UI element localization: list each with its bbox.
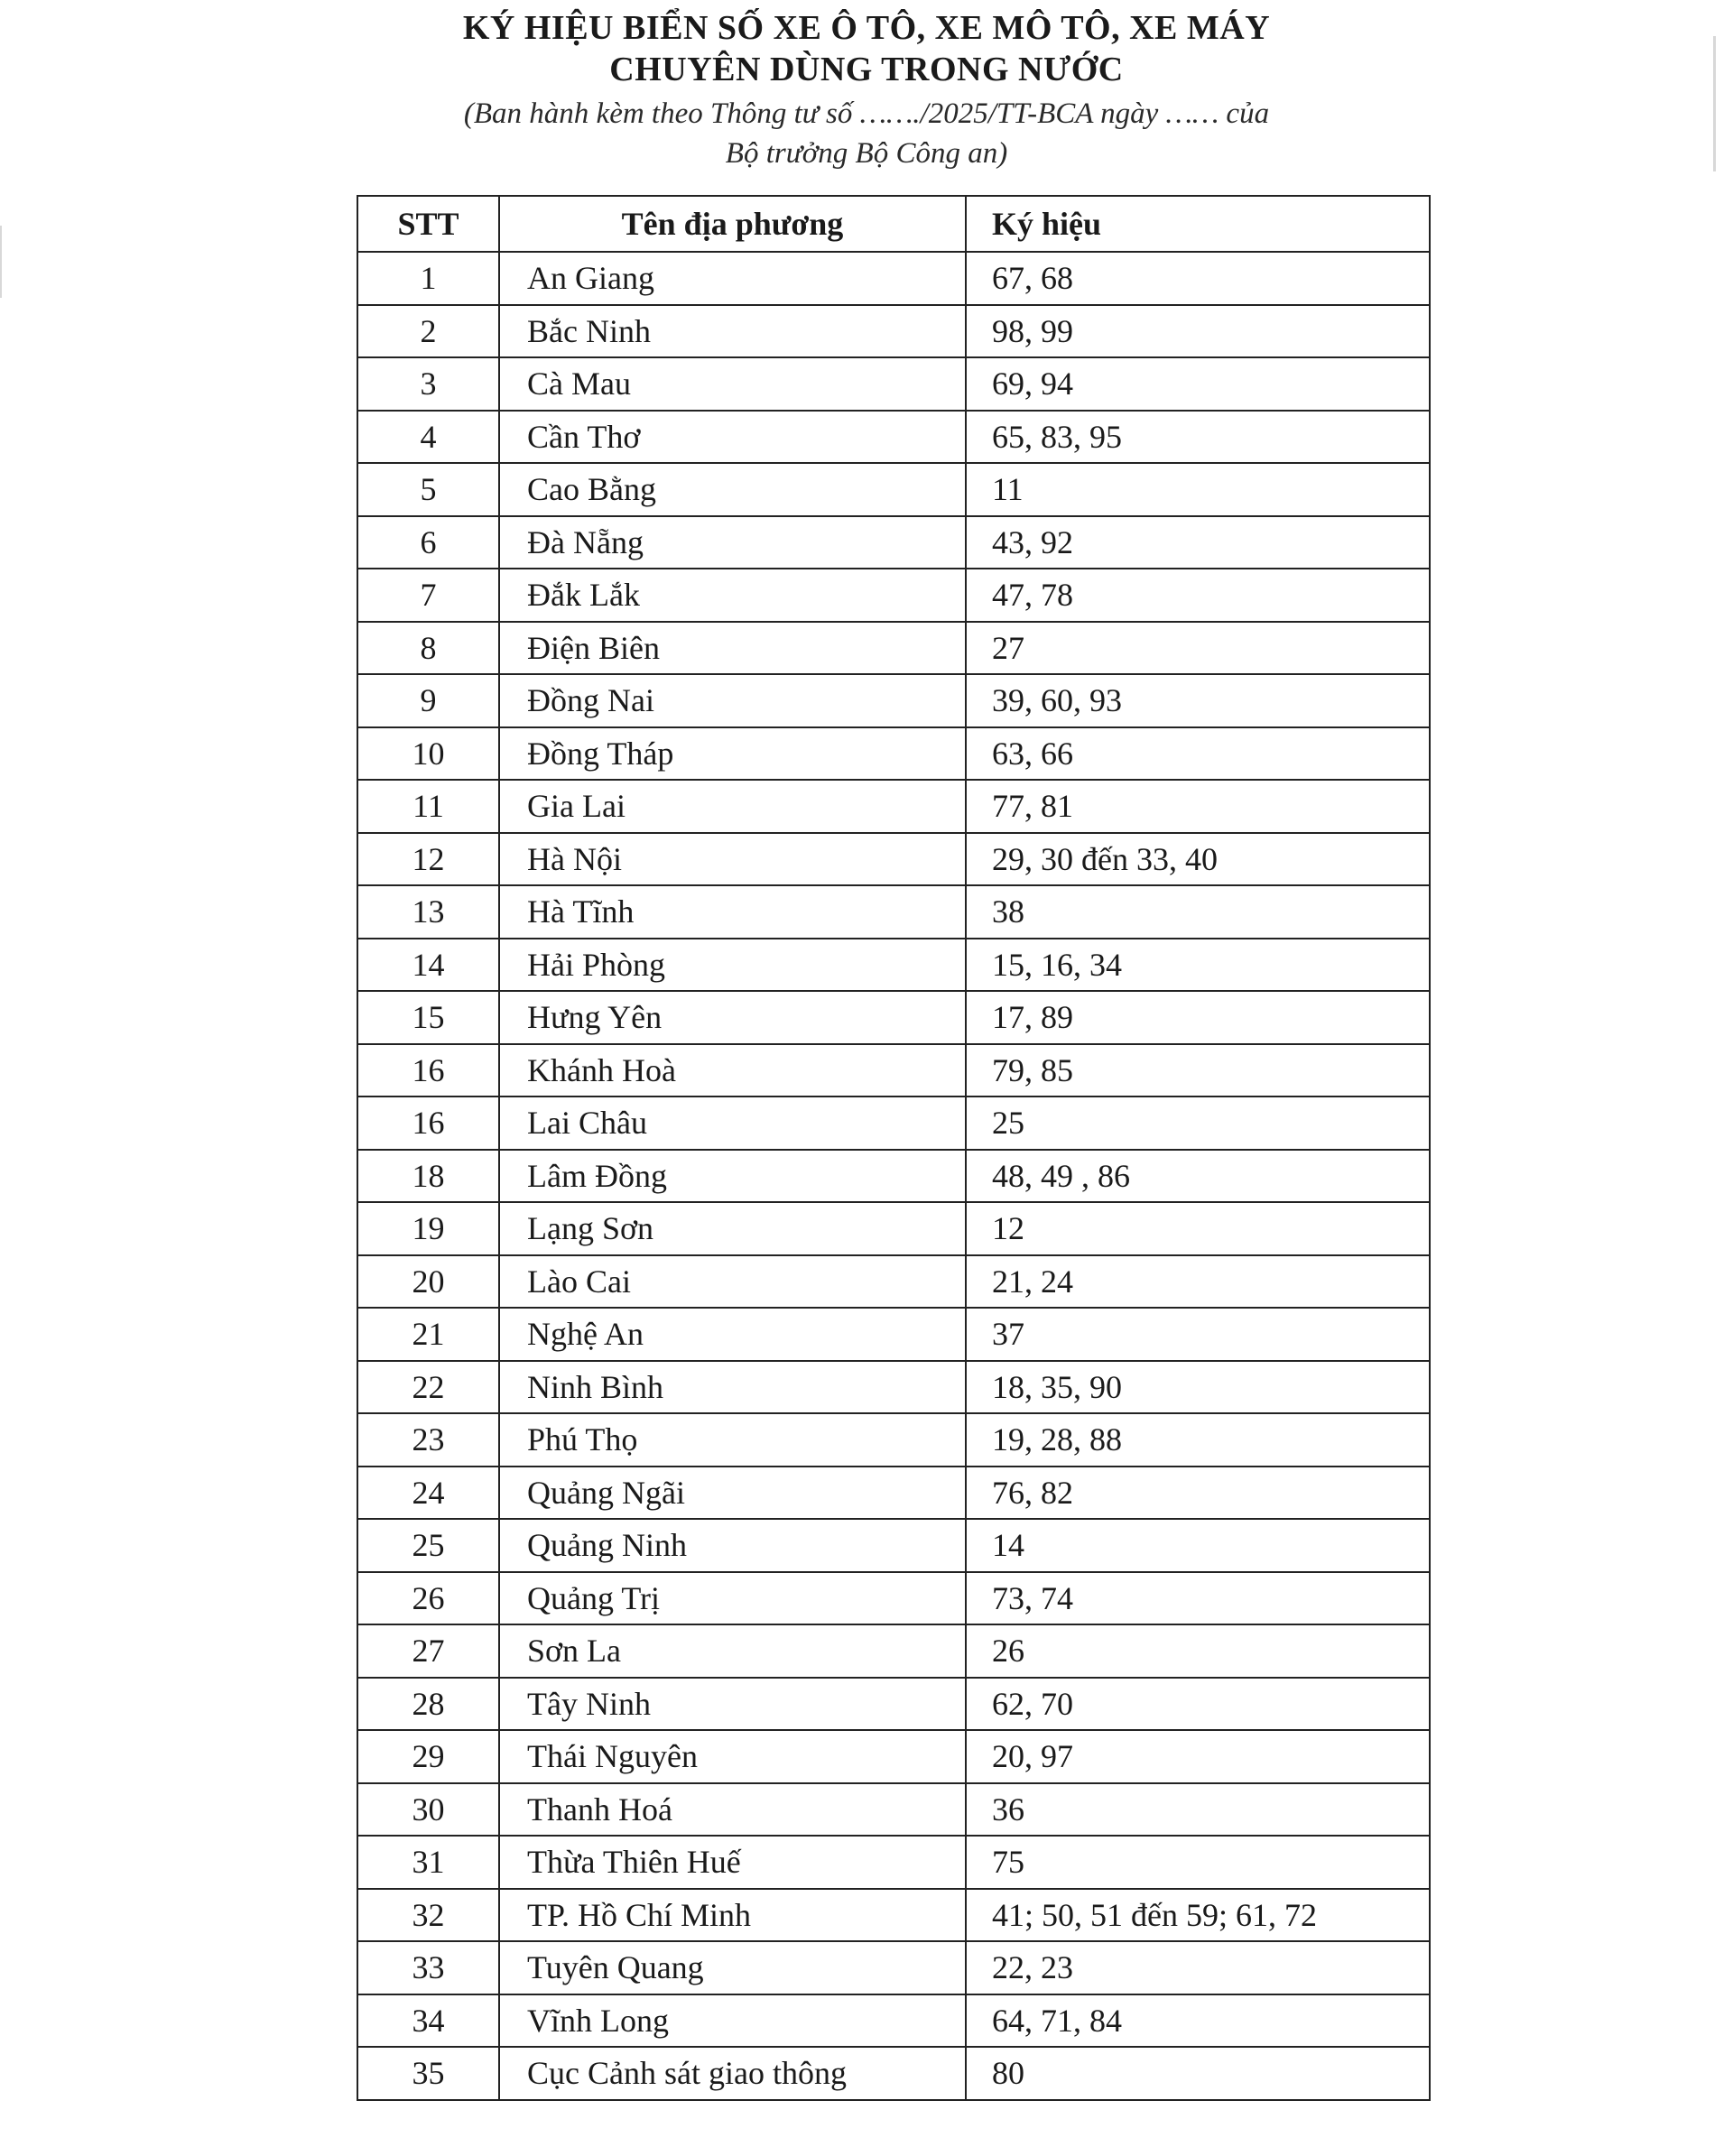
- table-row: [357, 1994, 1430, 2048]
- row-locality-name-cell: Quảng Ngãi: [499, 1467, 966, 1520]
- table-row: [357, 1889, 1430, 1942]
- row-stt-cell: 34: [357, 1994, 499, 2048]
- row-plate-code-cell: 12: [966, 1202, 1430, 1255]
- row-stt-cell: 3: [357, 357, 499, 411]
- table-row: [357, 1097, 1430, 1150]
- row-plate-code-cell: 47, 78: [966, 569, 1430, 622]
- row-locality-name-cell: Hải Phòng: [499, 939, 966, 992]
- header-stt: STT: [357, 196, 499, 252]
- row-plate-code-cell: 25: [966, 1097, 1430, 1150]
- document-title-line-1: KÝ HIỆU BIỂN SỐ XE Ô TÔ, XE MÔ TÔ, XE MÁY: [462, 9, 1271, 47]
- document-subtitle-line-1: (Ban hành kèm theo Thông tư số ……./2025/TT-BCA ngày …… của: [463, 97, 1270, 130]
- row-locality-name-cell: Quảng Ninh: [499, 1519, 966, 1572]
- table-row: [357, 1730, 1430, 1783]
- table-row: [357, 1308, 1430, 1361]
- table-row: [357, 939, 1430, 992]
- row-plate-code-cell: 65, 83, 95: [966, 411, 1430, 464]
- row-plate-code-cell: 80: [966, 2047, 1430, 2100]
- row-locality-name-cell: Lâm Đồng: [499, 1150, 966, 1203]
- table-row: [357, 1783, 1430, 1837]
- row-stt-cell: 12: [357, 833, 499, 886]
- table-row: [357, 1150, 1430, 1203]
- header-locality-name: Tên địa phương: [499, 196, 966, 252]
- row-locality-name-cell: Thái Nguyên: [499, 1730, 966, 1783]
- table-header-row: [357, 196, 1430, 252]
- document-subtitle-line-2: Bộ trưởng Bộ Công an): [725, 137, 1008, 170]
- row-stt-cell: 22: [357, 1361, 499, 1414]
- row-stt-cell: 19: [357, 1202, 499, 1255]
- row-stt-cell: 15: [357, 991, 499, 1044]
- row-plate-code-cell: 21, 24: [966, 1255, 1430, 1309]
- table-row: [357, 357, 1430, 411]
- row-plate-code-cell: 37: [966, 1308, 1430, 1361]
- header-plate-code: Ký hiệu: [966, 196, 1430, 252]
- row-plate-code-cell: 27: [966, 622, 1430, 675]
- row-plate-code-cell: 75: [966, 1836, 1430, 1889]
- row-stt-cell: 16: [357, 1044, 499, 1097]
- row-stt-cell: 31: [357, 1836, 499, 1889]
- row-plate-code-cell: 48, 49 , 86: [966, 1150, 1430, 1203]
- row-locality-name-cell: Ninh Bình: [499, 1361, 966, 1414]
- row-locality-name-cell: Tây Ninh: [499, 1678, 966, 1731]
- row-stt-cell: 7: [357, 569, 499, 622]
- license-plate-table: [357, 195, 1431, 2101]
- row-locality-name-cell: Cần Thơ: [499, 411, 966, 464]
- row-plate-code-cell: 73, 74: [966, 1572, 1430, 1625]
- row-stt-cell: 29: [357, 1730, 499, 1783]
- row-locality-name-cell: Nghệ An: [499, 1308, 966, 1361]
- row-locality-name-cell: Hưng Yên: [499, 991, 966, 1044]
- row-plate-code-cell: 79, 85: [966, 1044, 1430, 1097]
- row-plate-code-cell: 43, 92: [966, 516, 1430, 569]
- row-locality-name-cell: Đồng Tháp: [499, 727, 966, 781]
- row-plate-code-cell: 41; 50, 51 đến 59; 61, 72: [966, 1889, 1430, 1942]
- row-locality-name-cell: Vĩnh Long: [499, 1994, 966, 2048]
- row-locality-name-cell: Cà Mau: [499, 357, 966, 411]
- row-stt-cell: 24: [357, 1467, 499, 1520]
- row-plate-code-cell: 20, 97: [966, 1730, 1430, 1783]
- row-plate-code-cell: 26: [966, 1624, 1430, 1678]
- table-row: [357, 991, 1430, 1044]
- row-stt-cell: 33: [357, 1941, 499, 1994]
- table-row: [357, 622, 1430, 675]
- table-row: [357, 1044, 1430, 1097]
- row-stt-cell: 28: [357, 1678, 499, 1731]
- row-stt-cell: 20: [357, 1255, 499, 1309]
- row-plate-code-cell: 77, 81: [966, 780, 1430, 833]
- row-stt-cell: 23: [357, 1413, 499, 1467]
- table-row: [357, 1678, 1430, 1731]
- row-stt-cell: 27: [357, 1624, 499, 1678]
- row-locality-name-cell: Lạng Sơn: [499, 1202, 966, 1255]
- row-locality-name-cell: Đồng Nai: [499, 674, 966, 727]
- row-locality-name-cell: Đà Nẵng: [499, 516, 966, 569]
- row-stt-cell: 30: [357, 1783, 499, 1837]
- row-stt-cell: 6: [357, 516, 499, 569]
- row-plate-code-cell: 17, 89: [966, 991, 1430, 1044]
- row-plate-code-cell: 64, 71, 84: [966, 1994, 1430, 2048]
- row-locality-name-cell: Hà Tĩnh: [499, 885, 966, 939]
- table-row: [357, 780, 1430, 833]
- table-row: [357, 1624, 1430, 1678]
- row-stt-cell: 9: [357, 674, 499, 727]
- table-row: [357, 1836, 1430, 1889]
- row-locality-name-cell: Thừa Thiên Huế: [499, 1836, 966, 1889]
- row-locality-name-cell: Cục Cảnh sát giao thông: [499, 2047, 966, 2100]
- row-stt-cell: 11: [357, 780, 499, 833]
- scan-edge-mark: [0, 226, 2, 298]
- row-locality-name-cell: Lào Cai: [499, 1255, 966, 1309]
- row-locality-name-cell: An Giang: [499, 252, 966, 305]
- row-plate-code-cell: 39, 60, 93: [966, 674, 1430, 727]
- row-stt-cell: 35: [357, 2047, 499, 2100]
- table-row: [357, 1519, 1430, 1572]
- row-locality-name-cell: Khánh Hoà: [499, 1044, 966, 1097]
- document-title-line-2: CHUYÊN DÙNG TRONG NƯỚC: [609, 51, 1124, 88]
- table-row: [357, 569, 1430, 622]
- row-stt-cell: 4: [357, 411, 499, 464]
- row-locality-name-cell: Sơn La: [499, 1624, 966, 1678]
- row-plate-code-cell: 98, 99: [966, 305, 1430, 358]
- document-header: [0, 7, 1733, 173]
- row-stt-cell: 25: [357, 1519, 499, 1572]
- table-row: [357, 1361, 1430, 1414]
- row-plate-code-cell: 69, 94: [966, 357, 1430, 411]
- row-locality-name-cell: Quảng Trị: [499, 1572, 966, 1625]
- table-row: [357, 885, 1430, 939]
- row-plate-code-cell: 76, 82: [966, 1467, 1430, 1520]
- row-locality-name-cell: Gia Lai: [499, 780, 966, 833]
- table-row: [357, 1572, 1430, 1625]
- row-stt-cell: 5: [357, 463, 499, 516]
- row-stt-cell: 13: [357, 885, 499, 939]
- row-stt-cell: 32: [357, 1889, 499, 1942]
- row-plate-code-cell: 62, 70: [966, 1678, 1430, 1731]
- row-locality-name-cell: Điện Biên: [499, 622, 966, 675]
- row-plate-code-cell: 38: [966, 885, 1430, 939]
- row-plate-code-cell: 63, 66: [966, 727, 1430, 781]
- row-stt-cell: 8: [357, 622, 499, 675]
- table-row: [357, 516, 1430, 569]
- row-plate-code-cell: 36: [966, 1783, 1430, 1837]
- row-stt-cell: 14: [357, 939, 499, 992]
- row-plate-code-cell: 18, 35, 90: [966, 1361, 1430, 1414]
- row-locality-name-cell: Đắk Lắk: [499, 569, 966, 622]
- row-plate-code-cell: 15, 16, 34: [966, 939, 1430, 992]
- row-locality-name-cell: Tuyên Quang: [499, 1941, 966, 1994]
- table-row: [357, 463, 1430, 516]
- row-plate-code-cell: 67, 68: [966, 252, 1430, 305]
- table-row: [357, 252, 1430, 305]
- row-stt-cell: 2: [357, 305, 499, 358]
- row-stt-cell: 18: [357, 1150, 499, 1203]
- table-row: [357, 1413, 1430, 1467]
- row-locality-name-cell: TP. Hồ Chí Minh: [499, 1889, 966, 1942]
- table-row: [357, 2047, 1430, 2100]
- row-locality-name-cell: Lai Châu: [499, 1097, 966, 1150]
- table-body: [357, 252, 1430, 2100]
- row-stt-cell: 10: [357, 727, 499, 781]
- row-plate-code-cell: 11: [966, 463, 1430, 516]
- row-stt-cell: 26: [357, 1572, 499, 1625]
- row-locality-name-cell: Thanh Hoá: [499, 1783, 966, 1837]
- row-plate-code-cell: 29, 30 đến 33, 40: [966, 833, 1430, 886]
- table-row: [357, 1941, 1430, 1994]
- row-stt-cell: 1: [357, 252, 499, 305]
- table-row: [357, 1255, 1430, 1309]
- row-locality-name-cell: Cao Bằng: [499, 463, 966, 516]
- row-stt-cell: 21: [357, 1308, 499, 1361]
- table-row: [357, 305, 1430, 358]
- row-plate-code-cell: 22, 23: [966, 1941, 1430, 1994]
- table-row: [357, 833, 1430, 886]
- row-stt-cell: 16: [357, 1097, 499, 1150]
- table-row: [357, 727, 1430, 781]
- table-row: [357, 411, 1430, 464]
- row-locality-name-cell: Hà Nội: [499, 833, 966, 886]
- table-row: [357, 674, 1430, 727]
- row-locality-name-cell: Phú Thọ: [499, 1413, 966, 1467]
- row-plate-code-cell: 19, 28, 88: [966, 1413, 1430, 1467]
- row-plate-code-cell: 14: [966, 1519, 1430, 1572]
- table-row: [357, 1202, 1430, 1255]
- table-row: [357, 1467, 1430, 1520]
- row-locality-name-cell: Bắc Ninh: [499, 305, 966, 358]
